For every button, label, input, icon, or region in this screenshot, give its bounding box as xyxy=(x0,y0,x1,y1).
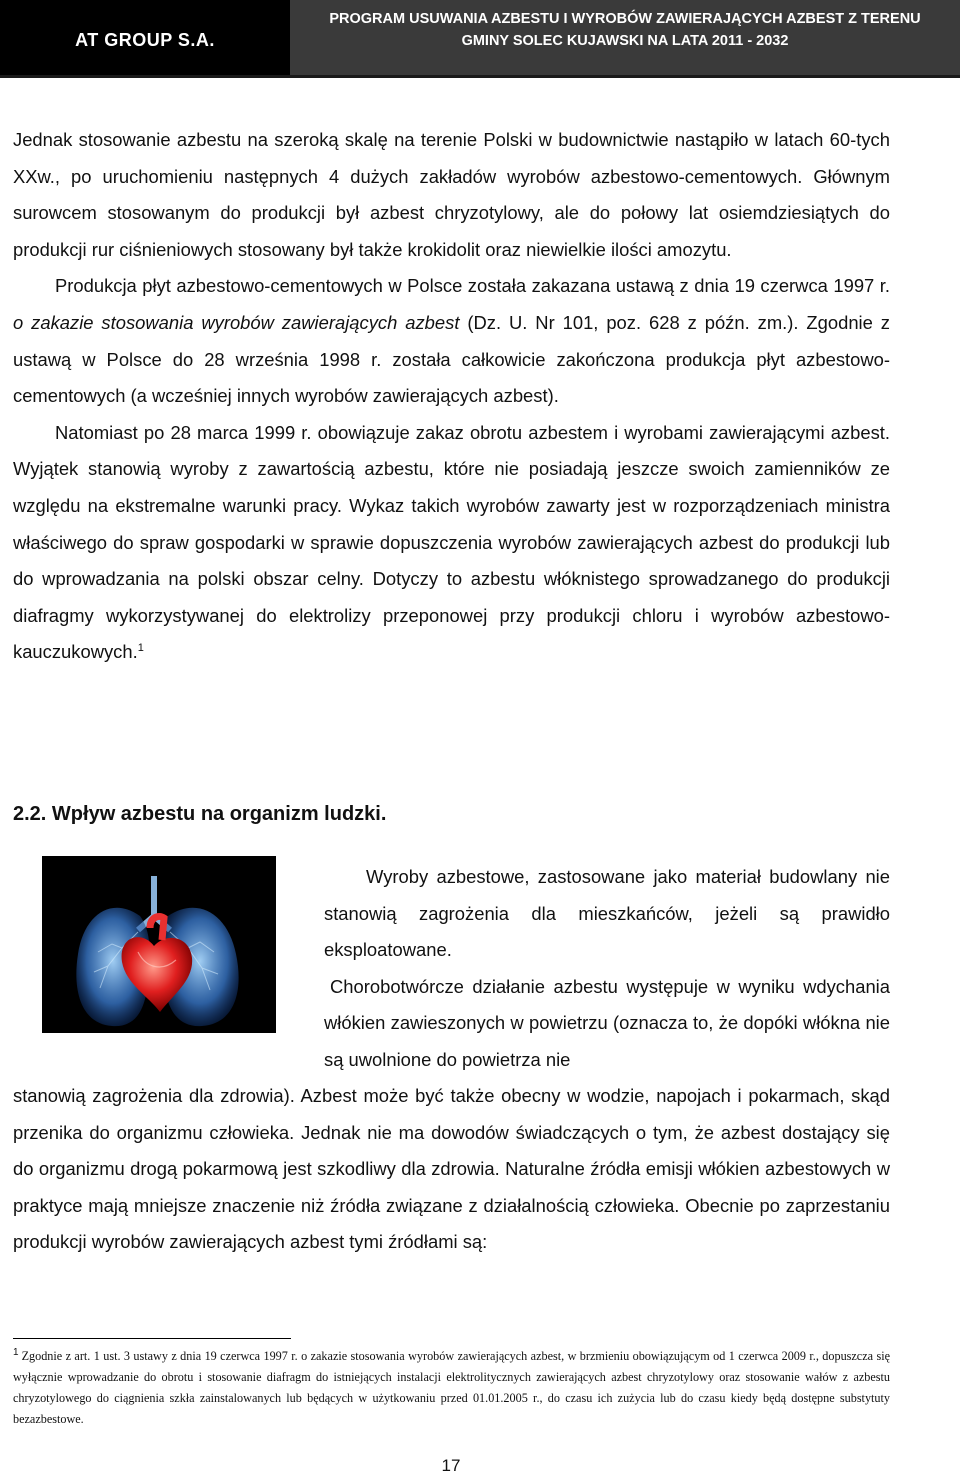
page-number: 17 xyxy=(441,1456,461,1475)
continuation-paragraph: stanowią zagrożenia dla zdrowia). Azbest może być także obecny w wodzie, napojach i pokarmach, skąd przenika do organizmu człowieka. Jednak nie ma dowodów świadczących o tym, że azbest dostający się do organizmu drogą pokarmową jest szkodliwy dla zdrowia. Naturalne źródła emisji włókien azbestowych w praktyce mają mniejsze znaczenie niż źródła związane z działalnością człowieka. Obecnie po zaprzestaniu produkcji wyrobów zawierających azbest tymi źródłami są: xyxy=(13,1085,890,1253)
footnote-mark: 1 xyxy=(13,1346,19,1358)
right-column-text xyxy=(324,859,890,1079)
paragraph-3-text: Natomiast po 28 marca 1999 r. obowiązuje zakaz obrotu azbestem i wyrobami zawierającymi azbest. Wyjątek stanowią wyroby z zawartością azbestu, które nie posiadają jeszcze swoich zamienników ze względu na ekstremalne warunki pracy. Wykaz takich wyrobów zawarty jest w rozporządzeniach ministra właściwego do spraw gospodarki w sprawie dopuszczenia wyrobów zawierających azbest do produkcji lub do wprowadzania na polski obszar celny. Dotyczy to azbestu włóknistego sprowadzanego do produkcji diafragmy wykorzystywanej do elektrolizy przeponowej przy produkcji chloru i wyrobów azbestowo-kauczukowych. xyxy=(13,421,890,663)
program-title-line1: PROGRAM USUWANIA AZBESTU I WYROBÓW ZAWIERAJĄCYCH AZBEST Z TERENU xyxy=(329,11,921,27)
lungs-heart-icon xyxy=(42,856,276,1033)
footnote-text: Zgodnie z art. 1 ust. 3 ustawy z dnia 19 czerwca 1997 r. o zakazie stosowania wyrobów zawierających azbest, w brzmieniu obowiązującym od 1 czerwca 2009 r., dopuszcza się wyłącznie wprowadzanie do obrotu i stosowanie diafragm do istniejących instalacji elektrolitycznych zawierających azbest chryzotylowy oraz stosowanie wałów z azbestu chryzotylowego do ciągnienia szkła zainstalowanych lub będących w użytkowaniu przed 01.01.2005 r., do czasu ich zużycia lub do czasu kiedy będą dostępne substytuty bezazbestowe. xyxy=(13,1349,890,1426)
company-name: AT GROUP S.A. xyxy=(75,30,215,50)
footnote xyxy=(13,1346,890,1430)
right-paragraph-2: Chorobotwórcze działanie azbestu występuje w wyniku wdychania włókien zawieszonych w powietrzu (oznacza to, że dopóki włókna nie są uwolnione do powietrza nie xyxy=(324,975,890,1070)
company-logo-box xyxy=(0,0,290,75)
page-header xyxy=(0,0,960,78)
paragraph-2-part-a: Produkcja płyt azbestowo-cementowych w Polsce została zakazana ustawą z dnia 19 czerwca 1997 r. xyxy=(55,275,890,297)
right-paragraph-1: Wyroby azbestowe, zastosowane jako materiał budowlany nie stanowią zagrożenia dla mieszkańców, jeżeli są prawidło eksploatowane. xyxy=(324,866,890,961)
section-heading: 2.2. Wpływ azbestu na organizm ludzki. xyxy=(13,803,387,825)
program-title-box xyxy=(290,0,960,75)
continuation-text xyxy=(13,1078,890,1261)
paragraph-2-part-b: (Dz. U. Nr 101, poz. 628 z późn. zm.). Zgodnie z ustawą w Polsce do 28 września 1998 r. została całkowicie zakończona produkcja płyt azbestowo-cementowych (a wcześniej innych wyrobów zawierających azbest). xyxy=(13,311,890,407)
act-title: o zakazie stosowania wyrobów zawierających azbest xyxy=(13,311,460,333)
program-title-line2: GMINY SOLEC KUJAWSKI NA LATA 2011 - 2032 xyxy=(461,33,789,49)
paragraph-1: Jednak stosowanie azbestu na szeroką skalę na terenie Polski w budownictwie nastąpiło w latach 60-tych XXw., po uruchomieniu następnych 4 dużych zakładów wyrobów azbestowo-cementowych. Głównym surowcem stosowanym do produkcji był azbest chryzotylowy, ale do połowy lat osiemdziesiątych do produkcji rur ciśnieniowych stosowany był także krokidolit oraz niewielkie ilości amozytu. xyxy=(13,129,890,260)
footnote-separator xyxy=(13,1338,291,1339)
paragraph-3 xyxy=(13,415,890,671)
paragraph-2 xyxy=(13,268,890,414)
footnote-reference[interactable]: 1 xyxy=(137,642,144,655)
main-text xyxy=(13,122,890,671)
